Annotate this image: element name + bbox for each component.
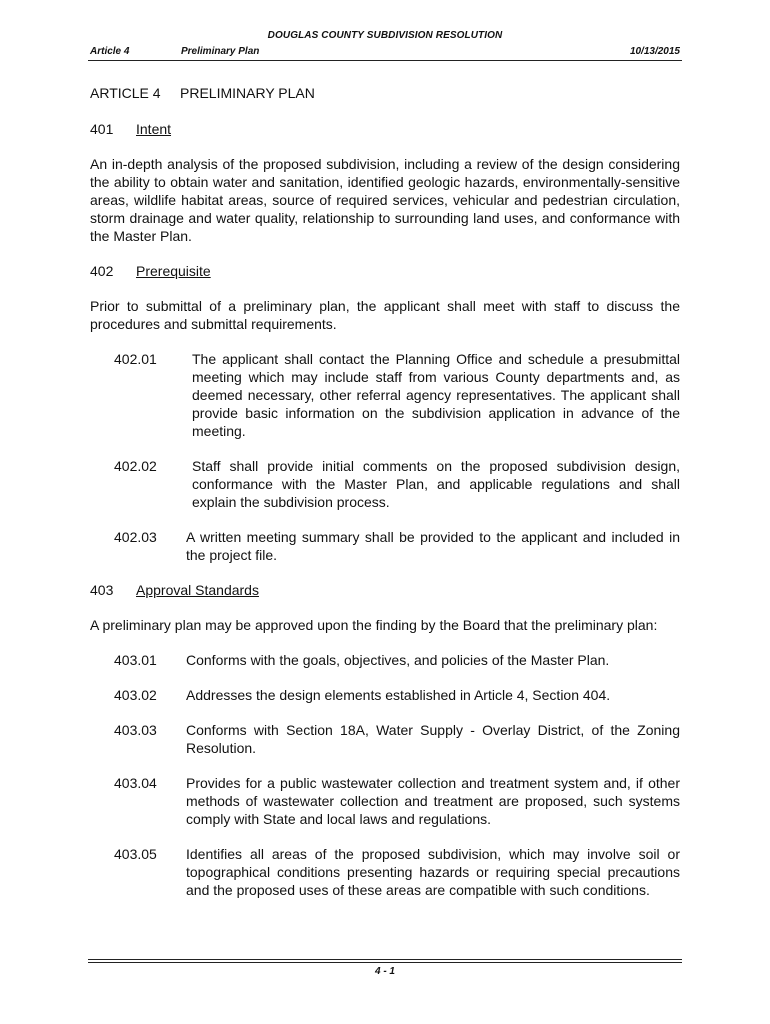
section-403-body: A preliminary plan may be approved upon the finding by the Board that the preliminary plan: — [90, 617, 658, 633]
section-401-heading — [90, 120, 680, 138]
subsection-number: 403.02 — [114, 687, 157, 703]
subsection-text: Provides for a public wastewater collection and treatment system and, if other methods of wastewater collection and treatment are proposed, such systems comply with State and local laws and regulations. — [186, 775, 680, 827]
article-number: ARTICLE 4 — [90, 85, 161, 101]
subsection-403-01 — [90, 651, 680, 669]
header-section: Preliminary Plan — [181, 46, 260, 57]
section-title: Prerequisite — [136, 263, 211, 279]
subsection-number: 402.01 — [114, 351, 157, 367]
subsection-number: 403.01 — [114, 652, 157, 668]
section-number: 401 — [90, 121, 114, 137]
subsection-403-02 — [90, 686, 680, 704]
page-number: 4 - 1 — [374, 966, 395, 977]
header-title: DOUGLAS COUNTY SUBDIVISION RESOLUTION — [267, 30, 503, 41]
subsection-402-03 — [90, 528, 680, 564]
section-402-body: Prior to submittal of a preliminary plan, the applicant shall meet with staff to discuss the procedures and submittal requirements. — [90, 298, 680, 332]
subsection-text: Addresses the design elements established in Article 4, Section 404. — [186, 687, 611, 703]
subsection-text: The applicant shall contact the Planning Office and schedule a presubmittal meeting which may include staff from various County departments and, as deemed necessary, other referral agency representatives. The applicant shall provide basic information on the subdivision application in advance of the meeting. — [192, 351, 680, 439]
subsection-number: 402.02 — [114, 458, 157, 474]
section-403-heading — [90, 581, 680, 599]
section-title: Intent — [136, 121, 172, 137]
section-402-heading — [90, 262, 680, 280]
article-heading — [90, 84, 680, 102]
subsection-text: Identifies all areas of the proposed subdivision, which may involve soil or topographical conditions presenting hazards or requiring special precautions and the proposed uses of these areas are compatible with such conditions. — [186, 846, 680, 898]
header-article: Article 4 — [90, 46, 130, 57]
subsection-text: Conforms with the goals, objectives, and policies of the Master Plan. — [186, 652, 610, 668]
document-body — [90, 84, 680, 916]
subsection-402-01 — [90, 350, 680, 440]
header-rule — [88, 60, 682, 61]
section-number: 403 — [90, 582, 114, 598]
subsection-number: 403.03 — [114, 722, 157, 738]
subsection-number: 402.03 — [114, 529, 157, 545]
subsection-text: A written meeting summary shall be provided to the applicant and included in the project file. — [186, 529, 680, 563]
subsection-text: Staff shall provide initial comments on the proposed subdivision design, conformance with the Master Plan, and applicable regulations and shall explain the subdivision process. — [192, 458, 680, 510]
running-header — [90, 46, 680, 60]
subsection-text: Conforms with Section 18A, Water Supply - Overlay District, of the Zoning Resolution. — [186, 722, 680, 756]
subsection-number: 403.05 — [114, 846, 157, 862]
section-401-body: An in-depth analysis of the proposed subdivision, including a review of the design considering the ability to obtain water and sanitation, identified geologic hazards, environmentally-sensitive areas, wildlife habitat areas, source of required services, vehicular and pedestrian circulation, storm drainage and water quality, relationship to surrounding land uses, and conformance with the Master Plan. — [90, 156, 680, 244]
subsection-number: 403.04 — [114, 775, 157, 791]
section-title: Approval Standards — [136, 582, 259, 598]
subsection-402-02 — [90, 457, 680, 511]
article-title: PRELIMINARY PLAN — [180, 85, 315, 101]
section-number: 402 — [90, 263, 114, 279]
header-date: 10/13/2015 — [629, 46, 680, 57]
subsection-403-04 — [90, 774, 680, 828]
subsection-403-03 — [90, 721, 680, 757]
footer-rule — [88, 959, 682, 960]
subsection-403-05 — [90, 845, 680, 899]
footer-rule — [88, 962, 682, 963]
